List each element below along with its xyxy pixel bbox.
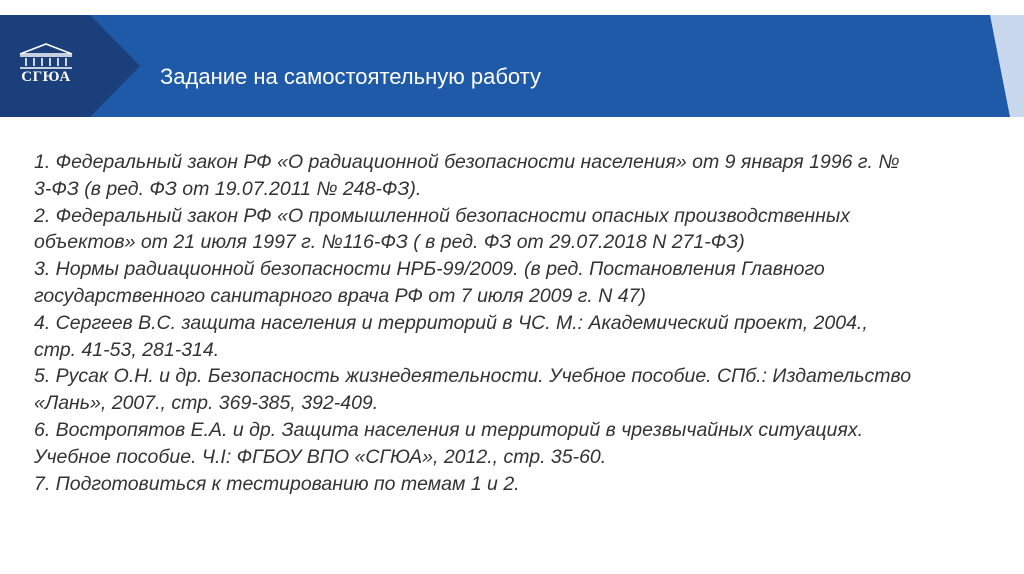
task-list bbox=[34, 149, 914, 497]
building-icon bbox=[12, 42, 80, 70]
logo bbox=[12, 42, 80, 102]
task-item: 2. Федеральный закон РФ «О промышленной безопасности опасных производственных объектов» от 21 июля 1997 г. №116-ФЗ ( в ред. ФЗ от 29.07.2018 N 271-ФЗ) bbox=[34, 204, 850, 254]
logo-text: СГЮА bbox=[21, 69, 71, 85]
page-title: Задание на самостоятельную работу bbox=[160, 64, 541, 89]
task-item: 7. Подготовиться к тестированию по темам 1 и 2. bbox=[34, 472, 520, 495]
task-item: 3. Нормы радиационной безопасности НРБ-99/2009. (в ред. Постановления Главного государственного санитарного врача РФ от 7 июля 2009 г. N 47) bbox=[34, 258, 825, 307]
task-item: 5. Русак О.Н. и др. Безопасность жизнедеятельности. Учебное пособие. СПб.: Издательство «Лань», 2007., стр. 369-385, 392-409. bbox=[34, 365, 912, 415]
task-item: 4. Сергеев В.С. защита населения и территорий в ЧС. М.: Академический проект, 2004., стр. 41-53, 281-314. bbox=[34, 311, 868, 361]
task-item: 1. Федеральный закон РФ «О радиационной безопасности населения» от 9 января 1996 г. № 3-ФЗ (в ред. ФЗ от 19.07.2011 № 248-ФЗ). bbox=[34, 151, 900, 200]
header-band bbox=[0, 15, 1024, 117]
task-item: 6. Востропятов Е.А. и др. Защита населения и территорий в чрезвычайных ситуациях. Учебное пособие. Ч.I: ФГБОУ ВПО «СГЮА», 2012., стр. 35-60. bbox=[34, 418, 863, 468]
